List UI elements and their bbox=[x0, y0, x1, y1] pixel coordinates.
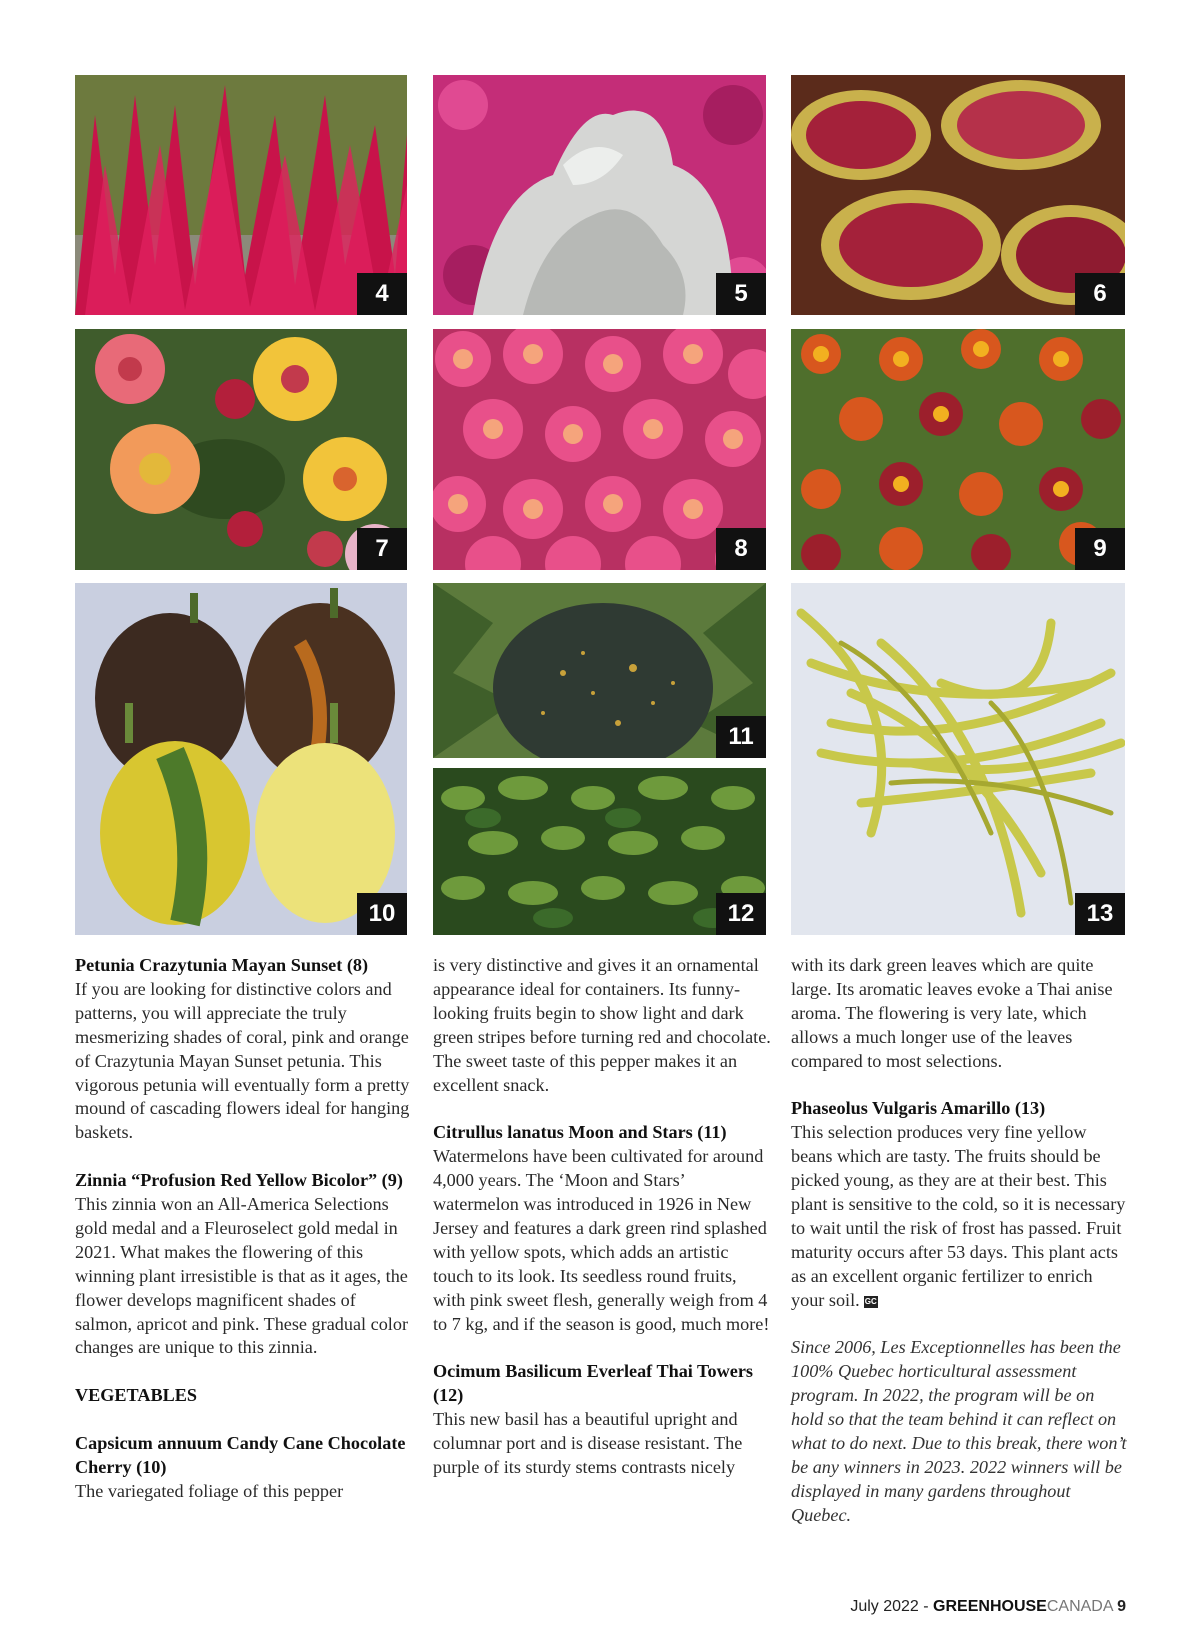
text-column-3 bbox=[791, 954, 1129, 1552]
heading-capsicum: Capsicum annuum Candy Cane Chocolate Cherry (10) bbox=[75, 1433, 406, 1477]
page-number: 9 bbox=[1117, 1598, 1126, 1615]
photo-number: 4 bbox=[357, 273, 407, 315]
photo-beans bbox=[791, 583, 1125, 935]
footer-brand: GREENHOUSE bbox=[933, 1598, 1047, 1615]
photo-zinnia bbox=[791, 329, 1125, 570]
photo-basil bbox=[433, 768, 766, 935]
photo-number: 9 bbox=[1075, 528, 1125, 570]
photo-lantana bbox=[75, 329, 407, 570]
paragraph-zinnia: This zinnia won an All-America Selections gold medal and a Fleuroselect gold medal in 2021. What makes the flowering of this winning plant irresistible is that as it ages, the flower develops magnificent shades of salmon, apricot and pink. These gradual color changes are unique to this zinnia. bbox=[75, 1194, 409, 1358]
heading-petunia: Petunia Crazytunia Mayan Sunset (8) bbox=[75, 955, 369, 975]
heading-citrullus: Citrullus lanatus Moon and Stars (11) bbox=[433, 1122, 727, 1143]
photo-celosia bbox=[75, 75, 407, 315]
section-heading-vegetables: VEGETABLES bbox=[75, 1385, 197, 1406]
photo-peppers bbox=[75, 583, 407, 935]
heading-ocimum: Ocimum Basilicum Everleaf Thai Towers (12) bbox=[433, 1361, 753, 1406]
photo-number: 13 bbox=[1075, 893, 1125, 935]
end-mark-icon: GC bbox=[864, 1296, 877, 1306]
paragraph-capsicum-continued: is very distinctive and gives it an ornamental appearance ideal for containers. Its funny-looking fruits begin to show light and dark green stripes before turning red and chocolate. The sweet taste of this pepper makes it an excellent snack. bbox=[433, 955, 771, 1095]
photo-number: 5 bbox=[716, 273, 766, 315]
paragraph-phaseolus bbox=[791, 1121, 1129, 1312]
heading-phaseolus: Phaseolus Vulgaris Amarillo (13) bbox=[791, 1098, 1046, 1119]
photo-dusty-miller bbox=[433, 75, 766, 315]
paragraph-citrullus: Watermelons have been cultivated for around 4,000 years. The ‘Moon and Stars’ watermelon was introduced in 1926 in New Jersey and features a dark green rind splashed with yellow spots, which adds an artistic touch to its look. Its seedless round fruits, with pink sweet flesh, generally weigh from 4 to 7 kg, and if the season is good, much more! bbox=[433, 1146, 770, 1334]
program-note: Since 2006, Les Exceptionnelles has been the 100% Quebec horticultural assessment program. In 2022, the program will be on hold so that the team behind it can reflect on what to do next. Due to this break, there won’t be any winners in 2023. 2022 winners will be displayed in many gardens throughout Quebec. bbox=[791, 1337, 1127, 1525]
photo-petunia bbox=[433, 329, 766, 570]
page-footer bbox=[850, 1598, 1126, 1616]
photo-coleus bbox=[791, 75, 1125, 315]
photo-number: 6 bbox=[1075, 273, 1125, 315]
photo-number: 8 bbox=[716, 528, 766, 570]
phaseolus-text: This selection produces very fine yellow beans which are tasty. The fruits should be picked young, as they are at their best. This plant is sensitive to the cold, so it is necessary to wait until the risk of frost has passed. Fruit maturity occurs after 53 days. This plant acts as an excellent organic fertilizer to enrich your soil. bbox=[791, 1122, 1126, 1310]
footer-brand-canada: CANADA bbox=[1046, 1598, 1113, 1615]
paragraph-ocimum-continued: with its dark green leaves which are quite large. Its aromatic leaves evoke a Thai anise aroma. The flowering is very late, which allows a much longer use of the leaves compared to most selections. bbox=[791, 955, 1113, 1071]
photo-number: 12 bbox=[716, 893, 766, 935]
heading-zinnia: Zinnia “Profusion Red Yellow Bicolor” (9) bbox=[75, 1170, 403, 1191]
photo-watermelon bbox=[433, 583, 766, 758]
peppers-image bbox=[75, 583, 407, 935]
beans-image bbox=[791, 583, 1125, 935]
footer-date: July 2022 - bbox=[850, 1598, 929, 1615]
photo-number: 11 bbox=[716, 716, 766, 758]
text-column-1 bbox=[75, 954, 413, 1528]
photo-number: 7 bbox=[357, 528, 407, 570]
paragraph-capsicum: The variegated foliage of this pepper bbox=[75, 1480, 344, 1501]
paragraph-ocimum: This new basil has a beautiful upright and columnar port and is disease resistant. The purple of its sturdy stems contrasts nicely bbox=[433, 1409, 743, 1477]
paragraph-petunia: If you are looking for distinctive colors and patterns, you will appreciate the truly mesmerizing shades of coral, pink and orange of Crazytunia Mayan Sunset petunia. This vigorous petunia will eventually form a pretty mound of cascading flowers ideal for hanging baskets. bbox=[75, 978, 410, 1143]
photo-number: 10 bbox=[357, 893, 407, 935]
text-column-2 bbox=[433, 954, 771, 1504]
